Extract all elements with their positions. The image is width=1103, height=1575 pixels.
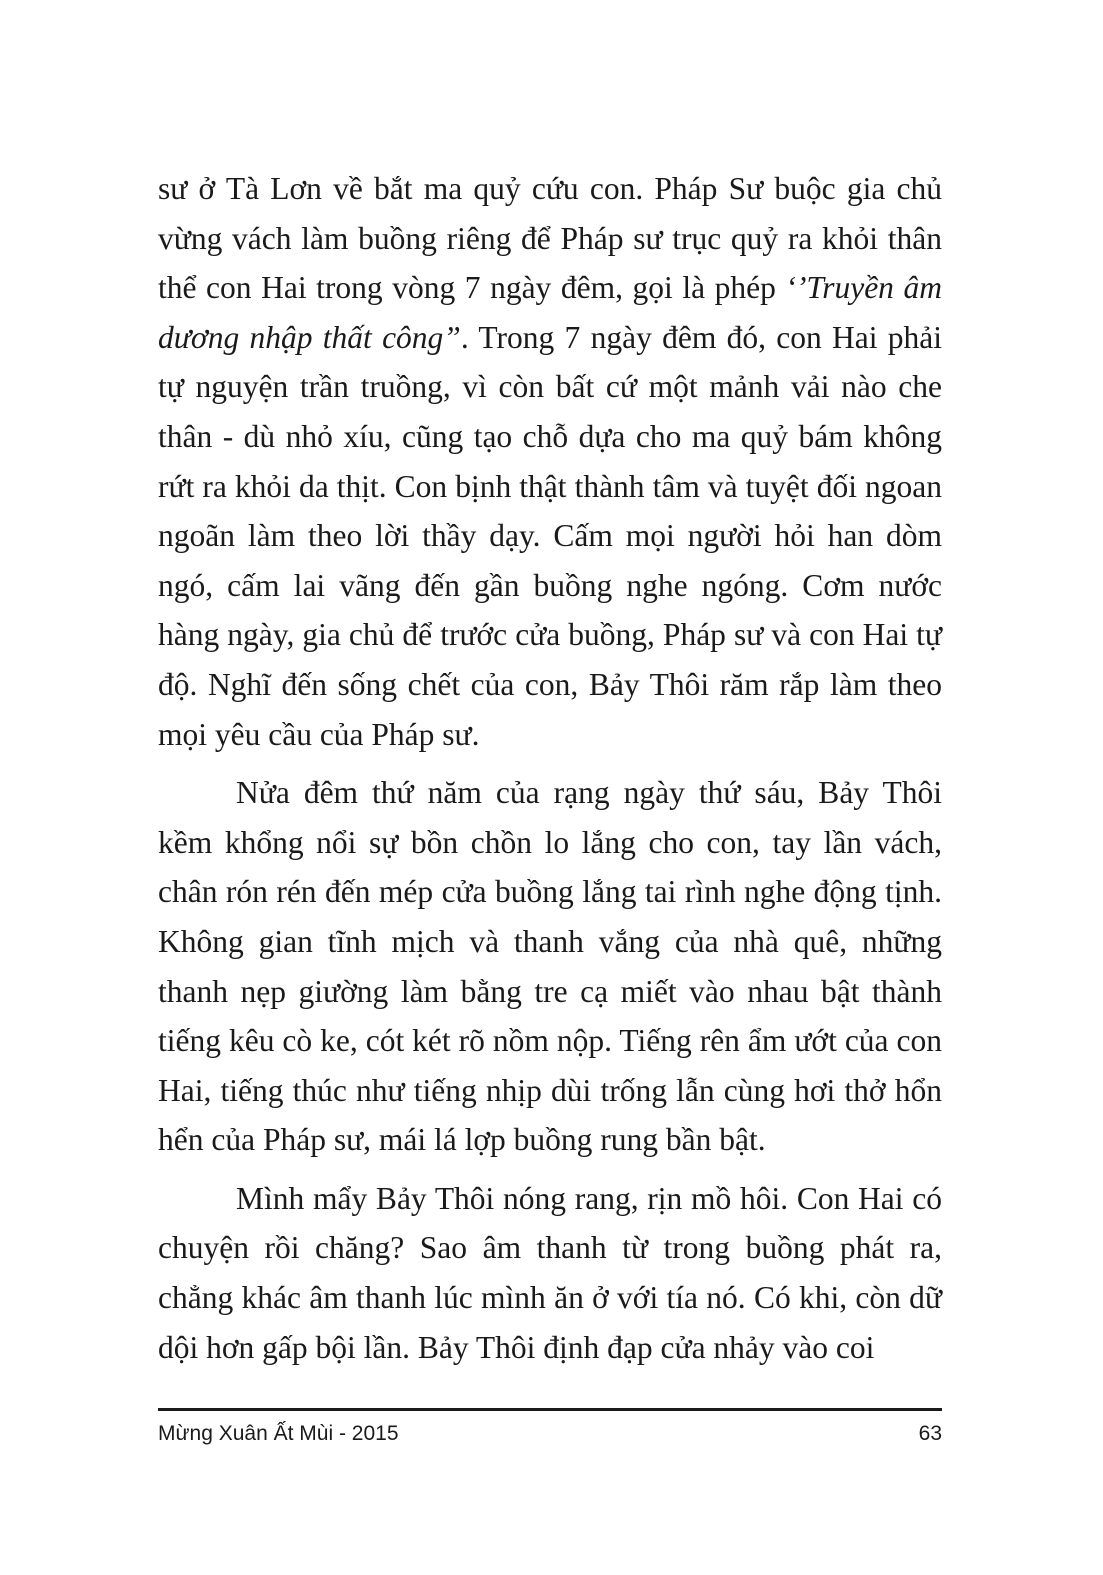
page-number: 63 — [918, 1422, 942, 1445]
footer-divider — [158, 1408, 942, 1411]
paragraph-2: Nửa đêm thứ năm của rạng ngày thứ sáu, Bảy Thôi kềm khổng nổi sự bồn chồn lo lắng cho con, tay lần vách, chân rón rén đến mép cửa buồng lắng tai rình nghe động tịnh. Không gian tĩnh mịch và thanh vắng của nhà quê, những thanh nẹp giường làm bằng tre cạ miết vào nhau bật thành tiếng kêu cò ke, cót két rõ nồm nộp. Tiếng rên ẩm ướt của con Hai, tiếng thúc như tiếng nhịp dùi trống lẫn cùng hơi thở hổn hển của Pháp sư, mái lá lợp buồng rung bần bật. — [158, 775, 942, 1158]
page-footer — [158, 1420, 942, 1448]
paragraph-3: Mình mẩy Bảy Thôi nóng rang, rịn mồ hôi. Con Hai có chuyện rồi chăng? Sao âm thanh từ trong buồng phát ra, chẳng khác âm thanh lúc mình ăn ở với tía nó. Có khi, còn dữ dội hơn gấp bội lần. Bảy Thôi định đạp cửa nhảy vào coi — [158, 1180, 942, 1365]
paragraph-1-text-end: . Trong 7 ngày đêm đó, con Hai phải tự nguyện trần truồng, vì còn bất cứ một mảnh vải nào che thân - dù nhỏ xíu, cũng tạo chỗ dựa cho ma quỷ bám không rứt ra khỏi da thịt. Con bịnh thật thành tâm và tuyệt đối ngoan ngoãn làm theo lời thầy dạy. Cấm mọi người hỏi han dòm ngó, cấm lai vãng đến gần buồng nghe ngóng. Cơm nước hàng ngày, gia chủ để trước cửa buồng, Pháp sư và con Hai tự độ. Nghĩ đến sống chết của con, Bảy Thôi răm rắp làm theo mọi yêu cầu của Pháp sư. — [158, 319, 942, 752]
footer-publication-title: Mừng Xuân Ất Mùi - 2015 — [158, 1422, 399, 1445]
paragraph-1 — [158, 164, 942, 759]
page-body — [158, 164, 942, 1372]
paragraph-1-text-start: sư ở Tà Lơn về bắt ma quỷ cứu con. Pháp Sư buộc gia chủ vừng vách làm buồng riêng để Pháp sư trục quỷ ra khỏi thân thể con Hai trong vòng 7 ngày đêm, gọi là phép — [158, 171, 942, 306]
paragraph-1-italic-phrase: ‘’Truyền âm dương nhập thất công” — [158, 270, 942, 355]
